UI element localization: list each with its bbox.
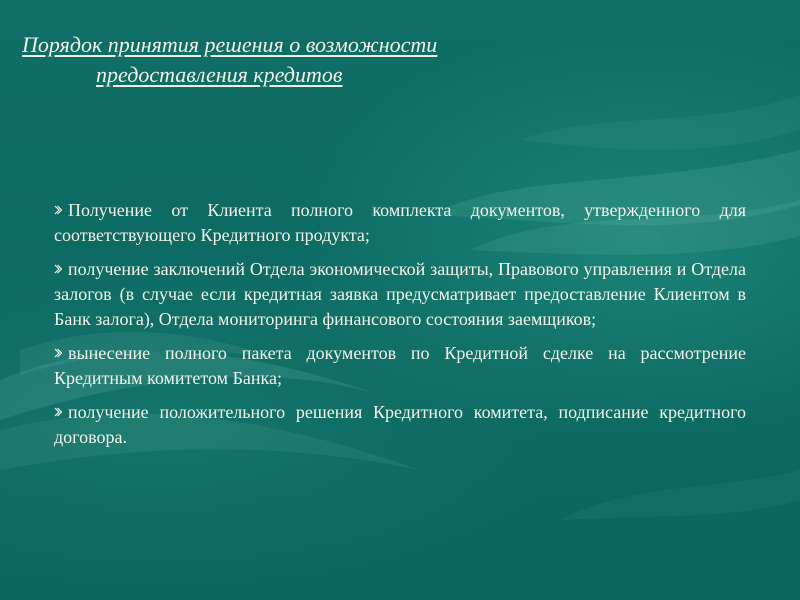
chevron-right-icon [54,407,62,417]
chevron-right-icon [54,264,62,274]
slide-title-line-1: Порядок принятия решения о возможности [22,32,438,57]
slide-title-line-2: предоставления кредитов [96,62,343,87]
bullet-text-2: получение заключений Отдела экономической защиты, Правового управления и Отдела залогов (в случае если кредитная заявка предусматривает предоставление Клиентом в Банк залога), Отдела мониторинга финансового состояния заемщиков; [54,259,746,329]
bullet-list [54,198,746,459]
bullet-text-3: вынесение полного пакета документов по Кредитной сделке на рассмотрение Кредитным комитетом Банка; [54,343,746,388]
chevron-right-icon [54,348,62,358]
bullet-item-3 [54,341,746,391]
bullet-text-4: получение положительного решения Кредитного комитета, подписание кредитного договора. [54,402,746,447]
bullet-text-1: Получение от Клиента полного комплекта документов, утвержденного для соответствующего Кредитного продукта; [54,200,746,245]
bullet-item-4 [54,400,746,450]
bullet-item-1 [54,198,746,248]
bullet-item-2 [54,257,746,332]
chevron-right-icon [54,205,62,215]
slide-title [22,30,642,90]
